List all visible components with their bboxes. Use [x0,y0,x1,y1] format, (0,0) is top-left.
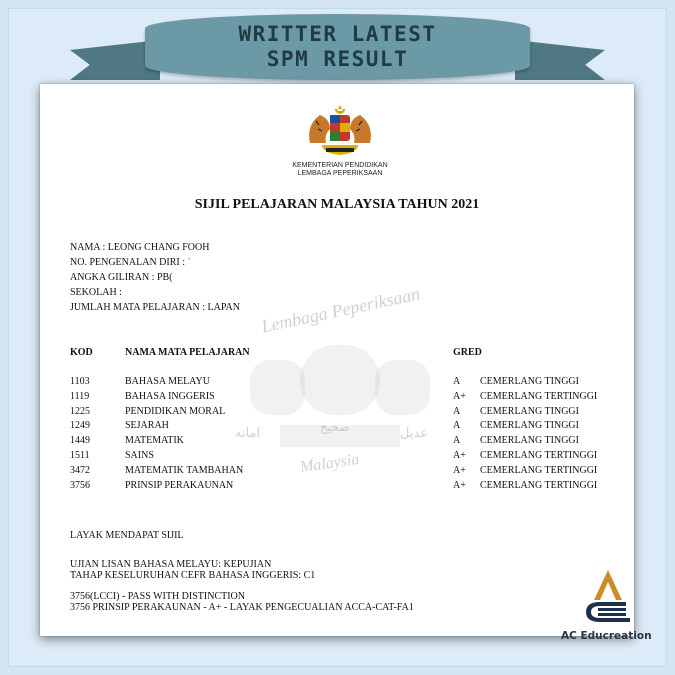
candidate-name: NAMA : LEONG CHANG FOOH [70,242,210,253]
candidate-index-number: ANGKA GILIRAN : PB( [70,272,173,283]
cefr-line: TAHAP KESELURUHAN CEFR BAHASA INGGERIS: C1 [70,570,316,581]
subject-code: 1119 [70,390,90,402]
subject-name: BAHASA MELAYU [125,376,210,387]
subject-code: 1249 [70,420,90,432]
subject-grade: A [453,376,461,387]
brand-name: AC Educreation [561,630,652,642]
grade-description: CEMERLANG TERTINGGI [480,479,598,491]
subject-code: 1449 [70,435,90,447]
table-row [70,420,630,435]
ministry-name [240,162,440,178]
banner-line-2: SPM RESULT [266,47,409,71]
table-row [70,435,630,450]
subject-grade: A+ [453,479,466,491]
subject-code: 1511 [70,449,90,461]
results-table [70,376,630,494]
grade-description: CEMERLANG TERTINGGI [480,464,598,476]
table-row [70,406,630,421]
watermark-arabic-center: صحيح [320,420,350,434]
subject-grade: A+ [453,449,466,461]
banner-title [145,22,530,72]
lcci-line: 3756(LCCI) - PASS WITH DISTINCTION [70,591,245,602]
certificate-eligibility: LAYAK MENDAPAT SIJIL [70,530,184,541]
table-row [70,391,630,406]
watermark-text-bottom: Malaysia [299,450,361,477]
subject-code: 1103 [70,376,90,387]
subject-grade: A+ [453,390,466,402]
grade-description: CEMERLANG TINGGI [480,420,579,432]
column-header-grade: GRED [453,347,482,358]
subject-code: 3472 [70,464,90,476]
candidate-info [70,240,240,315]
watermark-text-top: Lembaga Peperiksaan [259,283,422,337]
table-row [70,465,630,480]
subject-name: PRINSIP PERAKAUNAN [125,479,234,491]
subject-grade: A [453,420,461,432]
lcci-result [70,591,414,613]
subject-name: PENDIDIKAN MORAL [125,405,226,417]
subject-name: BAHASA INGGERIS [125,390,215,402]
candidate-ic: NO. PENGENALAN DIRI : ˈ [70,257,191,268]
watermark-arabic-left: امانه [235,425,261,440]
watermark-arabic-right: عديل [400,425,429,440]
ministry-line-2: LEMBAGA PEPERIKSAAN [297,170,383,177]
subject-grade: A+ [453,464,466,476]
grade-description: CEMERLANG TERTINGGI [480,449,598,461]
subject-name: MATEMATIK [125,435,184,447]
grade-description: CEMERLANG TINGGI [480,376,579,387]
banner-line-1: WRITTER LATEST [238,22,437,46]
candidate-school: SEKOLAH : [70,287,122,298]
subject-grade: A [453,405,461,417]
table-row [70,376,630,391]
grade-description: CEMERLANG TINGGI [480,435,579,447]
subject-grade: A [453,435,461,447]
grade-description: CEMERLANG TINGGI [480,405,579,417]
certificate-title: SIJIL PELAJARAN MALAYSIA TAHUN 2021 [194,197,480,212]
table-row [70,480,630,495]
table-row [70,450,630,465]
candidate-subject-count: JUMLAH MATA PELAJARAN : LAPAN [70,302,240,313]
grade-description: CEMERLANG TERTINGGI [480,390,598,402]
subject-name: MATEMATIK TAMBAHAN [125,464,244,476]
subject-name: SAINS [125,449,154,461]
subject-code: 1225 [70,405,90,417]
subject-name: SEJARAH [125,420,169,432]
column-header-kod: KOD [70,347,93,358]
acca-line: 3756 PRINSIP PERAKAUNAN - A+ - LAYAK PENGECUALIAN ACCA-CAT-FA1 [70,602,414,613]
subject-code: 3756 [70,479,90,491]
column-header-subject: NAMA MATA PELAJARAN [125,347,250,358]
oral-test-line: UJIAN LISAN BAHASA MELAYU: KEPUJIAN [70,559,272,570]
ac-educreation-logo-icon [582,568,634,628]
ministry-line-1: KEMENTERIAN PENDIDIKAN [292,162,388,169]
malaysia-coat-of-arms-icon [302,103,378,161]
oral-test-result [70,559,315,581]
